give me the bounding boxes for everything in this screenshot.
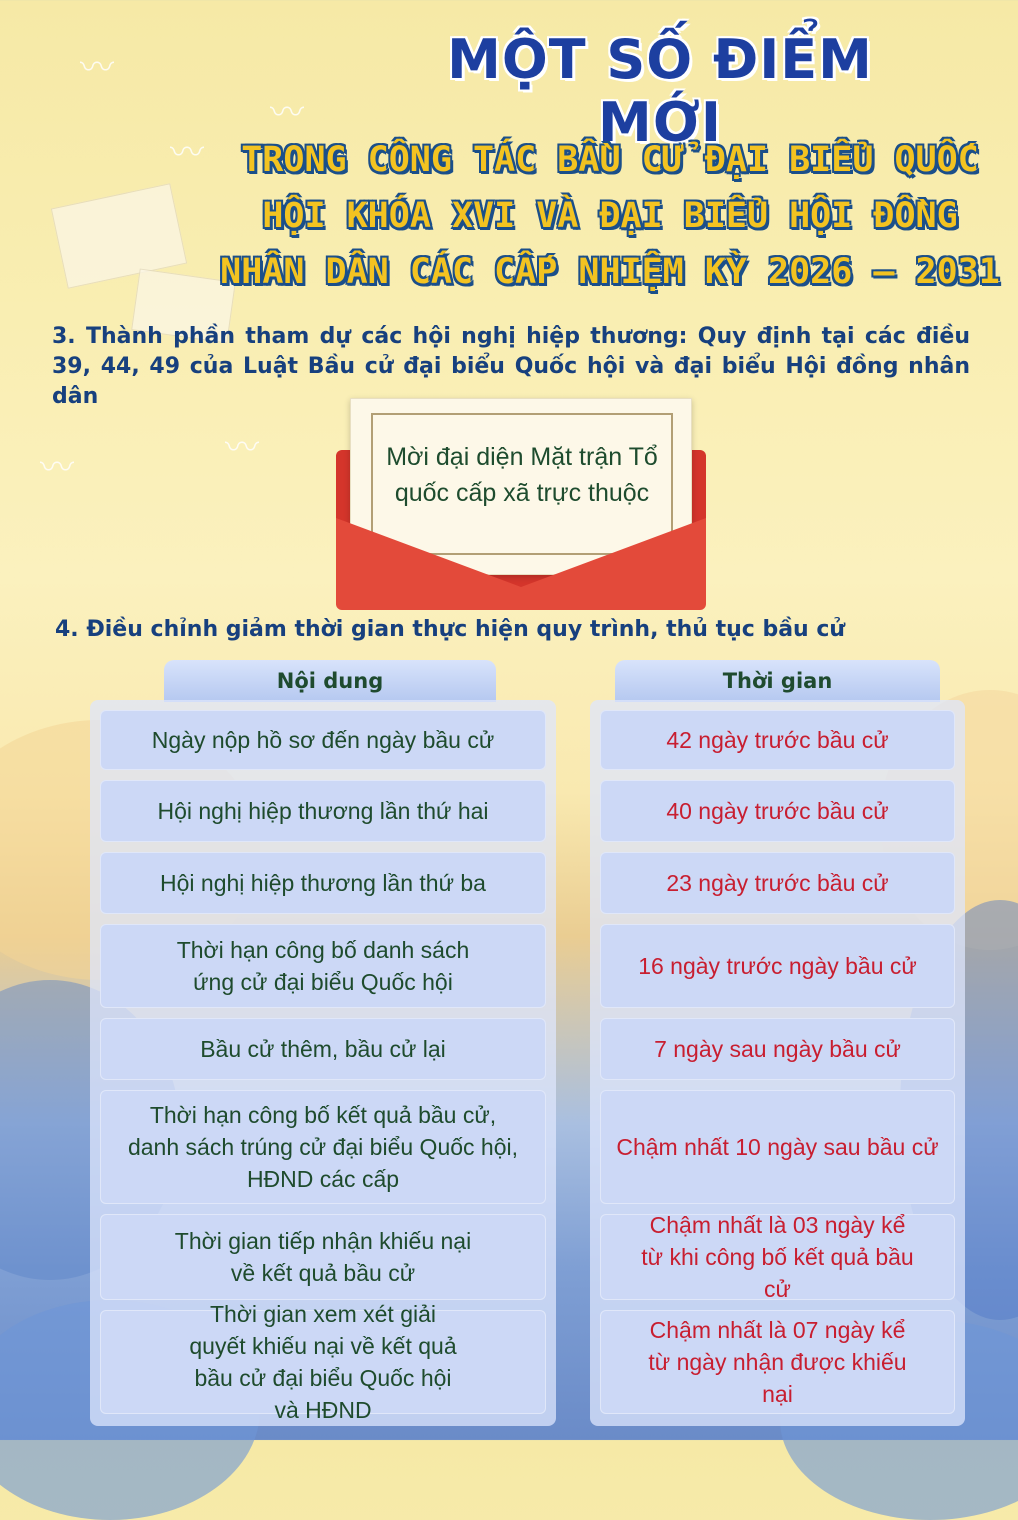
table-cell-content: Ngày nộp hồ sơ đến ngày bầu cử [100,710,546,770]
table-cell-time: Chậm nhất 10 ngày sau bầu cử [600,1090,955,1204]
bird-icon: 〰 [170,133,204,173]
table-cell-time: Chậm nhất là 03 ngày kể từ khi công bố kết quả bầu cử [600,1214,955,1300]
table-cell-content: Thời hạn công bố danh sách ứng cử đại biểu Quốc hội [100,924,546,1008]
table-cell-content: Thời gian xem xét giải quyết khiếu nại về kết quả bầu cử đại biểu Quốc hội và HĐND [100,1310,546,1414]
table-header-time: Thời gian [615,660,940,702]
table-column-time [590,700,965,1426]
bird-icon: 〰 [270,93,304,133]
page-title: MỘT SỐ ĐIỂM MỚI [447,28,873,154]
bird-icon: 〰 [40,448,74,488]
table-cell-time: 7 ngày sau ngày bầu cử [600,1018,955,1080]
table-cell-time: 40 ngày trước bầu cử [600,780,955,842]
bird-icon: 〰 [225,428,259,468]
table-cell-content: Thời gian tiếp nhận khiếu nại về kết quả bầu cử [100,1214,546,1300]
invitation-card-frame [371,413,673,555]
section-4-heading: 4. Điều chỉnh giảm thời gian thực hiện quy trình, thủ tục bầu cử [55,617,846,642]
table-cell-content: Thời hạn công bố kết quả bầu cử, danh sách trúng cử đại biểu Quốc hội, HĐND các cấp [100,1090,546,1204]
table-cell-content: Bầu cử thêm, bầu cử lại [100,1018,546,1080]
table-cell-content: Hội nghị hiệp thương lần thứ ba [100,852,546,914]
bird-icon: 〰 [80,48,114,88]
table-cell-time: 23 ngày trước bầu cử [600,852,955,914]
table-cell-time: 42 ngày trước bầu cử [600,710,955,770]
table-cell-time: Chậm nhất là 07 ngày kể từ ngày nhận được khiếu nại [600,1310,955,1414]
section-3-heading: 3. Thành phần tham dự các hội nghị hiệp thương: Quy định tại các điều 39, 44, 49 của Luật Bầu cử đại biểu Quốc hội và đại biểu Hội đồng nhân dân [52,324,970,409]
table-cell-content: Hội nghị hiệp thương lần thứ hai [100,780,546,842]
envelope-illustration [336,398,706,610]
table-column-content [90,700,556,1426]
table-cell-time: 16 ngày trước ngày bầu cử [600,924,955,1008]
invitation-text: Mời đại diện Mặt trận Tổ quốc cấp xã trực thuộc [386,443,658,507]
page-subtitle: TRONG CÔNG TÁC BẦU CỬ ĐẠI BIỂU QUỐC HỘI KHÓA XVI VÀ ĐẠI BIỂU HỘI ĐỒNG NHÂN DÂN CÁC CẤP NHIỆM KỲ 2026 – 2031 [220,140,1000,292]
table-header-content: Nội dung [164,660,496,702]
